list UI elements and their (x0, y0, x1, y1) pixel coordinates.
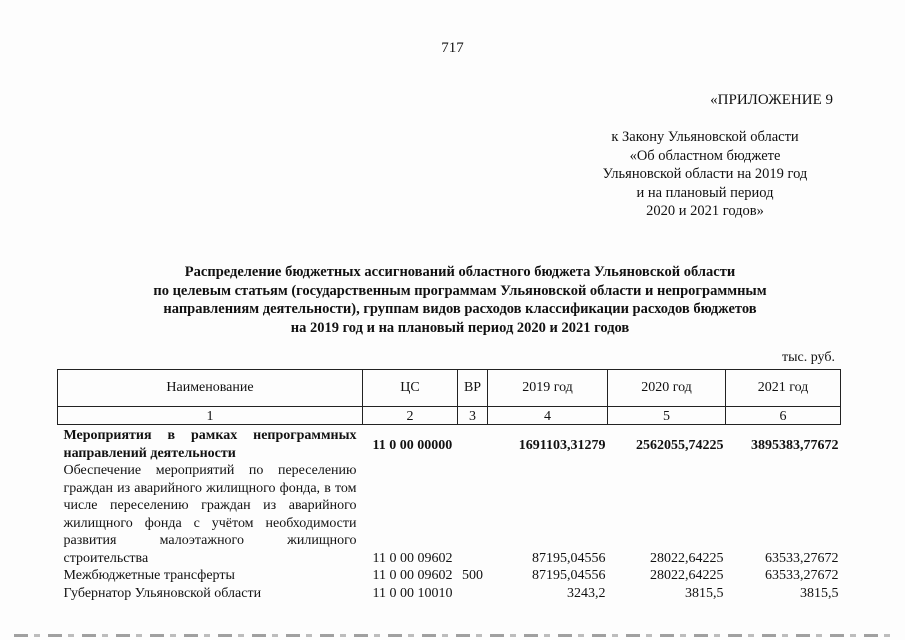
row-2020: 3815,5 (685, 585, 724, 601)
table-row (58, 462, 841, 567)
row-vr (458, 585, 488, 603)
column-number: 6 (726, 407, 841, 425)
row-2020: 2562055,74225 (636, 438, 724, 453)
row-cs: 11 0 00 10010 (372, 585, 453, 601)
law-reference-line: к Закону Ульяновской области (611, 129, 799, 145)
row-2019: 1691103,31279 (518, 438, 606, 453)
table-row (58, 425, 841, 463)
row-vr (458, 462, 488, 567)
title-line: на 2019 год и на плановый период 2020 и 2021 годов (290, 319, 630, 336)
header-2021: 2021 год (726, 370, 841, 407)
row-cs: 11 0 00 09602 (372, 568, 453, 583)
title-line: Распределение бюджетных ассигнований областного бюджета Ульяновской области (184, 264, 736, 280)
row-cs: 11 0 00 00000 (372, 438, 453, 453)
table-row (58, 585, 841, 603)
row-name: Мероприятия в рамках непрограммных направлений деятельности (63, 428, 357, 461)
row-name: Обеспечение мероприятий по переселению граждан из аварийного жилищного фонда, в том числе переселению граждан из аварийного жилищного фонда с учётом необходимости развития малоэтажного жилищного строительства (63, 463, 357, 566)
column-number: 2 (363, 407, 458, 425)
row-vr: 500 (462, 568, 483, 583)
header-2020: 2020 год (608, 370, 726, 407)
page-number: 717 (441, 40, 464, 56)
row-2020: 28022,64225 (650, 568, 724, 583)
title-line: направлениям деятельности), группам видов расходов классификации расходов бюджетов (163, 301, 757, 317)
budget-table (57, 369, 841, 602)
law-reference-line: «Об областном бюджете (629, 147, 781, 164)
header-2019: 2019 год (488, 370, 608, 407)
row-2019: 87195,04556 (532, 568, 606, 583)
column-number-row (58, 407, 841, 425)
row-name: Межбюджетные трансферты (63, 568, 235, 583)
header-vr: ВР (458, 370, 488, 407)
appendix-label: «ПРИЛОЖЕНИЕ 9 (710, 92, 833, 108)
document-title (120, 263, 800, 337)
law-reference-line: 2020 и 2021 годов» (646, 203, 764, 219)
table-row (58, 567, 841, 585)
row-2019: 3243,2 (567, 585, 606, 601)
column-number: 4 (488, 407, 608, 425)
table-header-row (58, 370, 841, 407)
column-number: 3 (458, 407, 488, 425)
row-vr (458, 425, 488, 463)
row-2019: 87195,04556 (532, 550, 606, 566)
row-2021: 63533,27672 (765, 568, 839, 583)
column-number: 5 (608, 407, 726, 425)
row-name: Губернатор Ульяновской области (63, 585, 262, 601)
row-2021: 3815,5 (800, 585, 839, 601)
title-line: по целевым статьям (государственным программам Ульяновской области и непрограммным (153, 282, 767, 299)
row-2020: 28022,64225 (650, 550, 724, 566)
law-reference (575, 128, 835, 221)
law-reference-line: и на плановый период (636, 184, 774, 201)
units-label: тыс. руб. (782, 350, 835, 365)
header-cs: ЦС (363, 370, 458, 407)
column-number: 1 (58, 407, 363, 425)
row-cs: 11 0 00 09602 (372, 550, 453, 566)
law-reference-line: Ульяновской области на 2019 год (602, 166, 808, 182)
header-name: Наименование (58, 370, 363, 407)
row-2021: 63533,27672 (765, 550, 839, 566)
page-cut-line (14, 634, 894, 637)
row-2021: 3895383,77672 (751, 438, 839, 453)
